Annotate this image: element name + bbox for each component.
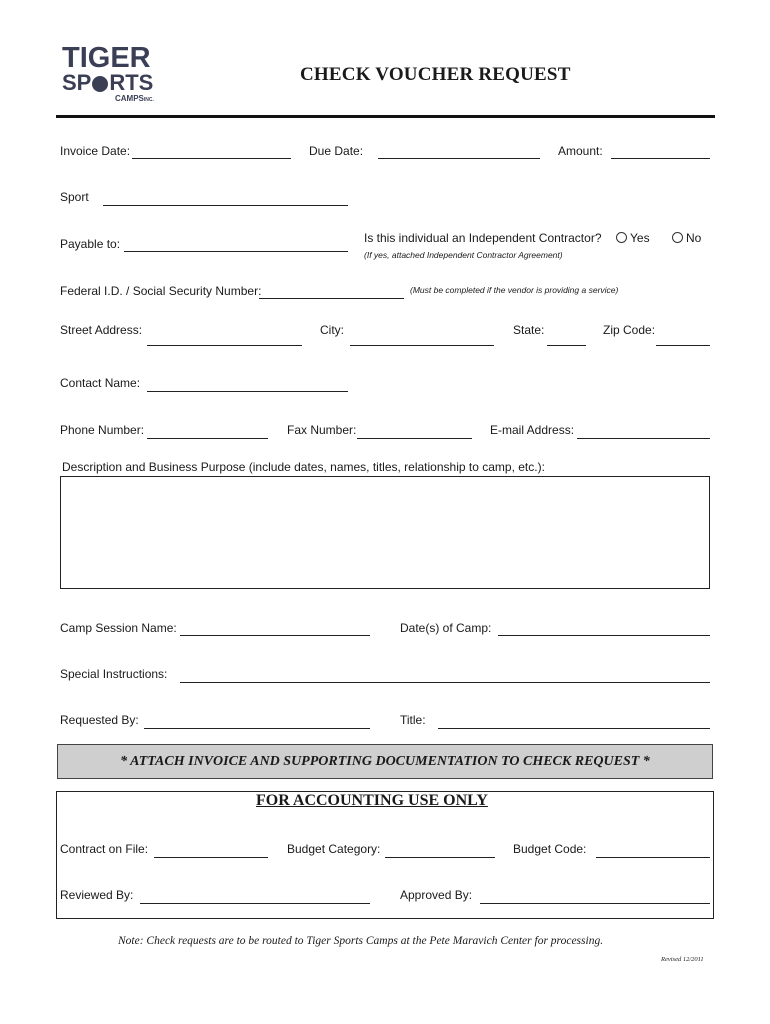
street-address-label: Street Address: (60, 323, 143, 337)
requested-by-label: Requested By: (60, 713, 139, 727)
logo-sp: SP (62, 70, 92, 95)
logo-inc: INC. (143, 97, 154, 103)
city-label: City: (320, 323, 344, 337)
payable-to-label: Payable to: (60, 237, 121, 251)
budget-code-label: Budget Code: (513, 842, 587, 856)
state-field[interactable] (547, 345, 586, 346)
title-label: Title: (400, 713, 426, 727)
zip-code-label: Zip Code: (603, 323, 656, 337)
logo-line2 (62, 71, 153, 95)
camp-dates-field[interactable] (498, 635, 710, 636)
street-address-field[interactable] (147, 345, 302, 346)
footer-note: Note: Check requests are to be routed to Tiger Sports Camps at the Pete Maravich Center for processing. (118, 935, 604, 947)
phone-number-field[interactable] (147, 438, 268, 439)
due-date-label: Due Date: (309, 144, 364, 158)
approved-by-field[interactable] (480, 903, 710, 904)
special-instructions-field[interactable] (180, 682, 710, 683)
accounting-heading: FOR ACCOUNTING USE ONLY (256, 792, 488, 809)
special-instructions-label: Special Instructions: (60, 667, 168, 681)
contractor-no-label: No (686, 231, 702, 245)
federal-id-label: Federal I.D. / Social Security Number: (60, 284, 262, 298)
logo-line1: TIGER (62, 42, 151, 74)
camp-dates-label: Date(s) of Camp: (400, 621, 492, 635)
fax-number-field[interactable] (357, 438, 472, 439)
contact-name-field[interactable] (147, 391, 348, 392)
email-address-label: E-mail Address: (490, 423, 575, 437)
due-date-field[interactable] (378, 158, 540, 159)
contractor-yes-radio[interactable] (616, 232, 627, 243)
reviewed-by-field[interactable] (140, 903, 370, 904)
contract-on-file-field[interactable] (154, 857, 268, 858)
fax-number-label: Fax Number: (287, 423, 357, 437)
contact-name-label: Contact Name: (60, 376, 141, 390)
contractor-no-radio[interactable] (672, 232, 683, 243)
page-title: CHECK VOUCHER REQUEST (300, 64, 571, 85)
description-label: Description and Business Purpose (include dates, names, titles, relationship to camp, etc.): (62, 460, 545, 474)
attach-documentation-banner (57, 744, 713, 779)
company-logo (60, 42, 172, 106)
contractor-yes-label: Yes (630, 231, 650, 245)
header-divider (56, 115, 715, 118)
contract-on-file-label: Contract on File: (60, 842, 149, 856)
contractor-note: (If yes, attached Independent Contractor Agreement) (364, 250, 563, 260)
amount-label: Amount: (558, 144, 603, 158)
camp-session-field[interactable] (180, 635, 370, 636)
tiger-paw-icon (92, 76, 108, 92)
banner-text: * ATTACH INVOICE AND SUPPORTING DOCUMENTATION TO CHECK REQUEST * (120, 753, 650, 769)
sport-label: Sport (60, 190, 89, 204)
sport-field[interactable] (103, 205, 348, 206)
zip-code-field[interactable] (656, 345, 710, 346)
federal-id-field[interactable] (259, 298, 404, 299)
camp-session-label: Camp Session Name: (60, 621, 177, 635)
budget-category-field[interactable] (385, 857, 495, 858)
description-textarea[interactable] (60, 476, 710, 589)
federal-id-note: (Must be completed if the vendor is providing a service) (410, 285, 619, 295)
budget-code-field[interactable] (596, 857, 710, 858)
phone-number-label: Phone Number: (60, 423, 145, 437)
reviewed-by-label: Reviewed By: (60, 888, 134, 902)
requested-by-field[interactable] (144, 728, 370, 729)
logo-line3 (115, 94, 154, 105)
state-label: State: (513, 323, 545, 337)
city-field[interactable] (350, 345, 494, 346)
invoice-date-field[interactable] (132, 158, 291, 159)
amount-field[interactable] (611, 158, 710, 159)
accounting-section (56, 791, 714, 919)
email-address-field[interactable] (577, 438, 710, 439)
budget-category-label: Budget Category: (287, 842, 381, 856)
approved-by-label: Approved By: (400, 888, 473, 902)
title-field[interactable] (438, 728, 710, 729)
contractor-question: Is this individual an Independent Contractor? (364, 231, 602, 245)
invoice-date-label: Invoice Date: (60, 144, 131, 158)
logo-rts: RTS (109, 70, 154, 95)
payable-to-field[interactable] (124, 251, 348, 252)
revised-date: Revised 12/2011 (661, 956, 704, 963)
logo-camps: CAMPS (115, 94, 144, 103)
